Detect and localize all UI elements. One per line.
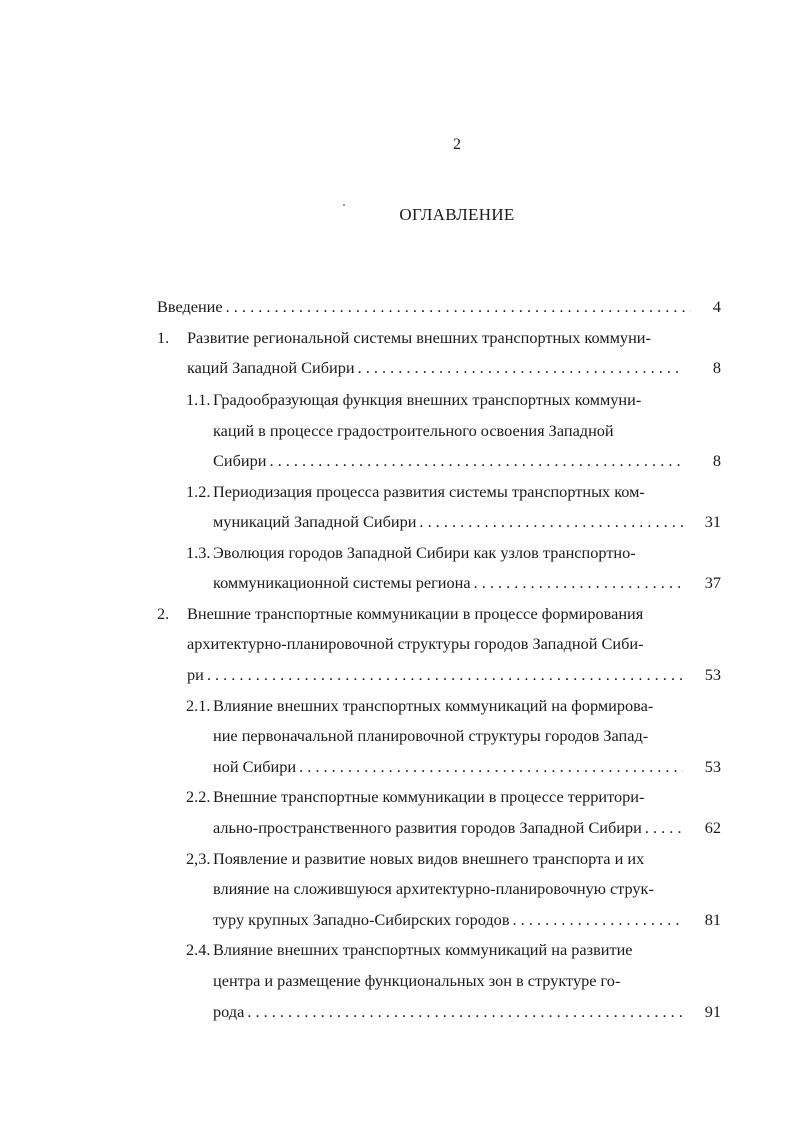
toc-entry-1-1[interactable]	[186, 390, 641, 410]
toc-entry-text: рода	[213, 1002, 245, 1021]
toc-page-number: 81	[704, 910, 721, 929]
toc-page-number: 8	[712, 451, 721, 470]
leader-dots	[645, 818, 683, 838]
toc-entry-text: коммуникационной системы региона	[213, 573, 471, 592]
toc-entry-2-2[interactable]	[186, 787, 644, 807]
toc-entry-text: Градообразующая функция внешних транспортных коммуни-	[213, 390, 642, 409]
toc-number: 2,3.	[186, 849, 211, 868]
leader-dots	[247, 1002, 683, 1022]
toc-entry-text: Введение	[157, 297, 223, 316]
toc-entry-text: Развитие региональной системы внешних транспортных коммуни-	[187, 328, 651, 347]
toc-entry-text: ально-пространственного развития городов Западной Сибири	[213, 818, 642, 837]
leader-dots	[474, 573, 683, 593]
toc-entry-1-3[interactable]	[186, 543, 636, 563]
toc-number: 1.3.	[186, 543, 211, 562]
toc-page-number: 53	[704, 665, 721, 684]
toc-entry-2-2-cont	[213, 818, 689, 838]
page-number: 2	[453, 136, 461, 153]
toc-entry-ch2-cont2	[187, 665, 689, 685]
toc-entry-ch2-cont	[187, 634, 644, 654]
toc-title: ОГЛАВЛЕНИЕ	[399, 205, 515, 224]
toc-page-number: 31	[704, 512, 721, 531]
toc-entry-2-4[interactable]	[186, 940, 633, 960]
toc-entry-text: Влияние внешних транспортных коммуникаций на формирова-	[213, 696, 654, 715]
toc-entry-text: каций Западной Сибири	[187, 358, 355, 377]
toc-page-number: 4	[712, 297, 721, 316]
toc-entry-text: Внешние транспортные коммуникации в процессе формирования	[187, 604, 644, 623]
toc-number: 2.2.	[186, 787, 211, 806]
toc-entry-2-4-cont	[213, 971, 620, 991]
toc-entry-2-1[interactable]	[186, 696, 653, 716]
toc-page-number: 91	[704, 1002, 721, 1021]
toc-number: 2.4.	[186, 940, 211, 959]
toc-entry-text: Появление и развитие новых видов внешнего транспорта и их	[213, 849, 645, 868]
toc-entry-ch1[interactable]	[157, 328, 717, 348]
toc-number: 2.1.	[186, 696, 211, 715]
toc-entry-2-3[interactable]	[186, 849, 644, 869]
toc-entry-text: Сибири	[213, 451, 267, 470]
leader-dots	[226, 297, 691, 317]
toc-entry-1-2[interactable]	[186, 482, 645, 502]
toc-number: 1.	[157, 328, 170, 347]
toc-page-number: 8	[712, 358, 721, 377]
toc-entry-2-4-cont2	[213, 1002, 689, 1022]
toc-number: 2.	[157, 604, 170, 623]
toc-entry-text: туру крупных Западно-Сибирских городов	[213, 910, 510, 929]
leader-dots	[358, 358, 683, 378]
toc-entry-2-1-cont	[213, 726, 648, 746]
toc-entry-text: ри	[187, 665, 204, 684]
leader-dots	[513, 910, 683, 930]
toc-entry-2-3-cont	[213, 879, 654, 899]
toc-entry-1-1-cont	[213, 421, 614, 441]
leader-dots	[207, 665, 683, 685]
toc-entry-text: Внешние транспортные коммуникации в процессе территори-	[213, 787, 645, 806]
toc-entry-text: муникаций Западной Сибири	[213, 512, 417, 531]
toc-entry-text: архитектурно-планировочной структуры городов Западной Сиби-	[187, 634, 644, 653]
toc-entry-1-1-cont2	[213, 451, 689, 471]
toc-entry-1-3-cont	[213, 573, 689, 593]
toc-page-number: 62	[704, 818, 721, 837]
toc-entry-1-2-cont	[213, 512, 689, 532]
leader-dots	[269, 451, 683, 471]
toc-entry-text: Периодизация процесса развития системы транспортных ком-	[213, 482, 645, 501]
toc-entry-text: ние первоначальной планировочной структуры городов Запад-	[213, 726, 649, 745]
toc-page-number: 53	[704, 757, 721, 776]
leader-dots	[419, 512, 683, 532]
toc-entry-text: центра и размещение функциональных зон в структуре го-	[213, 971, 621, 990]
toc-entry-2-3-cont2	[213, 910, 689, 930]
toc-number: 1.2.	[186, 482, 211, 501]
leader-dots	[299, 757, 683, 777]
toc-entry-text: каций в процессе градостроительного освоения Западной	[213, 421, 614, 440]
toc-entry-text: Влияние внешних транспортных коммуникаций на развитие	[213, 940, 633, 959]
toc-entry-ch1-cont	[187, 358, 689, 378]
toc-entry-ch2[interactable]	[157, 604, 643, 624]
toc-page-number: 37	[704, 573, 721, 592]
toc-entry-2-1-cont2	[213, 757, 689, 777]
toc-number: 1.1.	[186, 390, 211, 409]
toc-entry-text: Эволюция городов Западной Сибири как узлов транспортно-	[213, 543, 636, 562]
toc-entry-text: ной Сибири	[213, 757, 297, 776]
toc-entry-text: влияние на сложившуюся архитектурно-планировочную струк-	[213, 879, 654, 898]
toc-entry-intro[interactable]	[157, 297, 697, 317]
